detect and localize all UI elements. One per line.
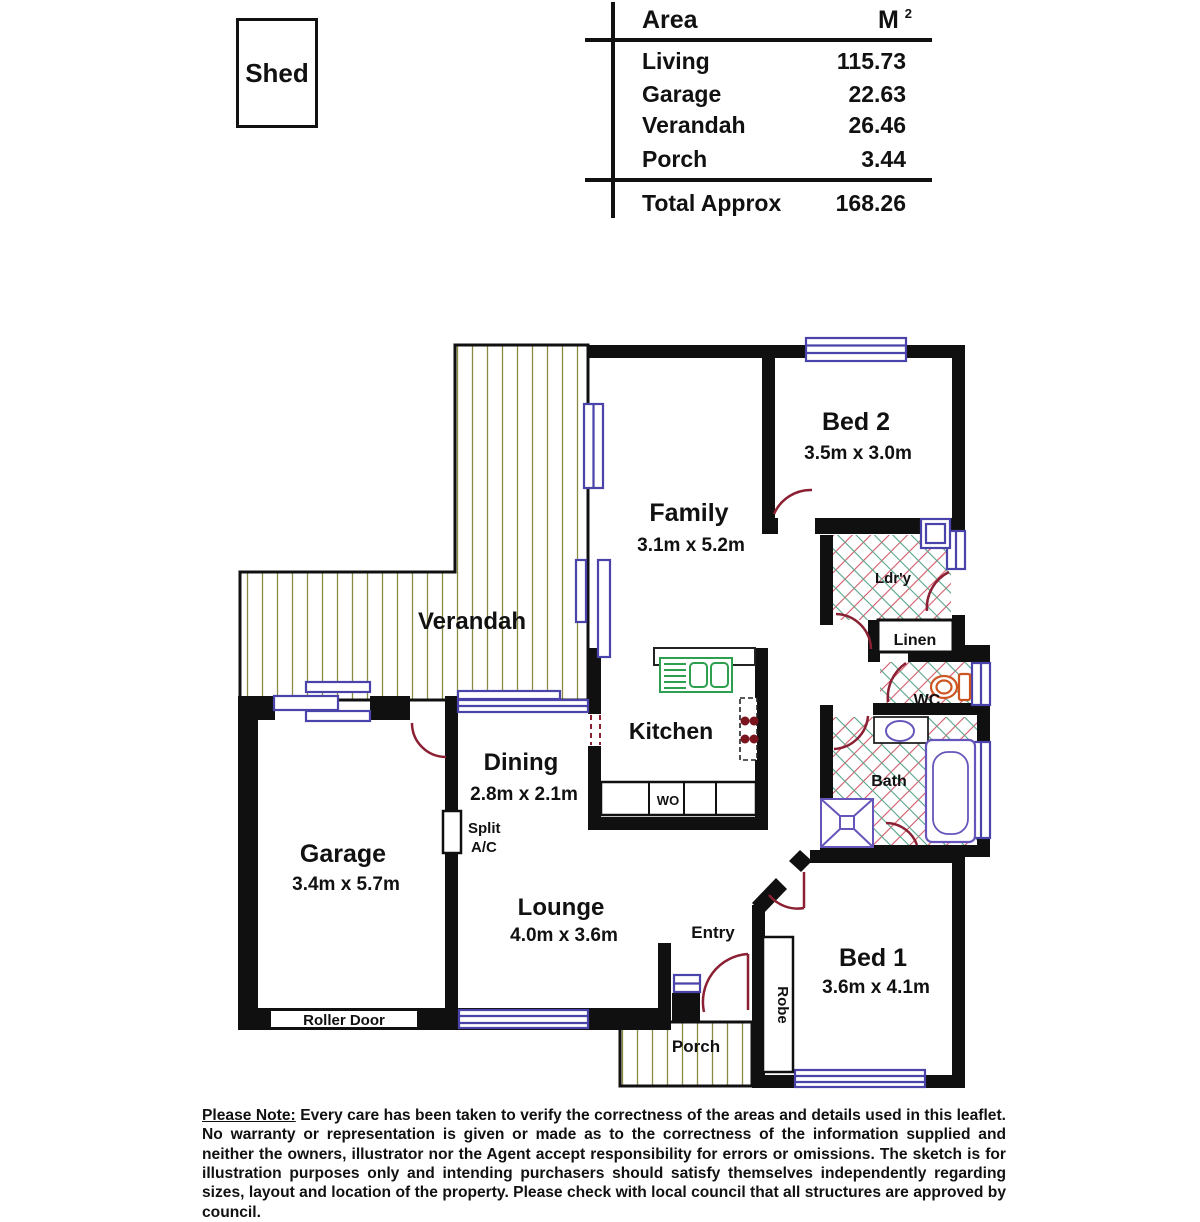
porch-label: Porch (671, 1037, 721, 1056)
disclaimer-text: Every care has been taken to verify the correctness of the areas and details used in this leaflet. No warranty or representation is given or made as to the correctness of the information supplied and neither the owners, illustrator nor the Agent accept responsibility for errors or omissions. The sketch is for illustration purposes only and intending purchasers should satisfy themselves independently regarding sizes, layout and location of the property. Please check with local council that all structures are approved by council. (202, 1107, 1007, 1221)
area-table-header-label: Area (642, 6, 698, 34)
robe-label: Robe (774, 986, 791, 1024)
laundry-ext-door-opening (951, 569, 966, 615)
wall-bed2-bottom-stub (762, 518, 778, 534)
wall-laundry-west (820, 535, 833, 625)
row-living-label: Living (642, 48, 710, 74)
family-window (584, 404, 603, 488)
wall-top (588, 345, 965, 358)
row-porch-value: 3.44 (861, 146, 906, 172)
unit-sup: 2 (904, 6, 912, 21)
wall-kitchen-bottom (588, 817, 768, 830)
wc-label: WC (913, 692, 941, 709)
dining-label: Dining (483, 749, 559, 776)
bath-vanity (874, 717, 928, 743)
bed2-dims: 3.5m x 3.0m (804, 443, 912, 464)
kitchen-sink (660, 658, 732, 692)
disclaimer-note (202, 1106, 1006, 1222)
bath-label: Bath (871, 773, 907, 790)
verandah-deck (240, 345, 588, 700)
unit-m: M (877, 6, 899, 34)
laundry-label: Ldr'y (874, 570, 912, 587)
entry-side-window (674, 975, 700, 992)
lounge-dims: 4.0m x 3.6m (510, 925, 618, 946)
bed1-dims: 3.6m x 4.1m (822, 977, 930, 998)
row-garage-label: Garage (642, 81, 722, 107)
roller-door-label: Roller Door (303, 1012, 385, 1029)
lounge-window (459, 1010, 588, 1028)
laundry-tub (921, 519, 950, 548)
shower (821, 799, 873, 847)
garage-dining-door-arc (412, 723, 446, 757)
row-verandah-value: 26.46 (848, 112, 906, 138)
garage-dims: 3.4m x 5.7m (292, 874, 400, 895)
bed1-label: Bed 1 (838, 944, 908, 972)
front-door (703, 954, 748, 1012)
split-ac-unit (443, 811, 461, 853)
bathtub (926, 740, 975, 842)
wall-east-bed1 (952, 850, 965, 1088)
wall-entry-west-stub (658, 943, 671, 1030)
wall-oven-label: WO (656, 793, 680, 808)
wall-family-bed2 (762, 358, 775, 520)
wall-angled-upper (789, 850, 812, 872)
row-total-label: Total Approx (642, 190, 782, 216)
row-garage-value: 22.63 (848, 81, 906, 107)
linen-label: Linen (893, 632, 937, 649)
split-ac-label-1: Split (468, 820, 501, 837)
wall-garage-west (238, 696, 258, 1030)
wc-window (972, 663, 990, 705)
kitchen-label: Kitchen (628, 718, 714, 744)
wall-garage-top-left (238, 696, 275, 720)
garage-label: Garage (299, 840, 387, 868)
row-porch-label: Porch (642, 146, 708, 172)
lounge-label: Lounge (517, 894, 605, 921)
family-dims: 3.1m x 5.2m (637, 535, 745, 556)
bed2-window (806, 338, 906, 361)
bed2-label: Bed 2 (821, 408, 891, 436)
split-ac-label-2: A/C (471, 839, 497, 856)
entry-label: Entry (691, 923, 735, 942)
verandah-label: Verandah (417, 608, 527, 635)
row-living-value: 115.73 (836, 48, 906, 74)
row-total-value: 168.26 (835, 190, 906, 216)
wall-garage-east (445, 696, 458, 1030)
disclaimer-lead: Please Note: (202, 1107, 296, 1124)
kitchen-opening-dashed (591, 715, 600, 745)
split-ac-labels (468, 820, 501, 856)
cooktop (740, 698, 759, 760)
wall-garage-top-mid (370, 696, 410, 720)
bed2-door-arc (774, 490, 812, 514)
bed1-window (795, 1070, 925, 1087)
row-verandah-label: Verandah (642, 112, 746, 138)
dining-dims: 2.8m x 2.1m (470, 784, 578, 805)
wall-entry-sw-block (672, 993, 700, 1022)
shed-label: Shed (245, 57, 309, 88)
family-label: Family (649, 499, 729, 527)
